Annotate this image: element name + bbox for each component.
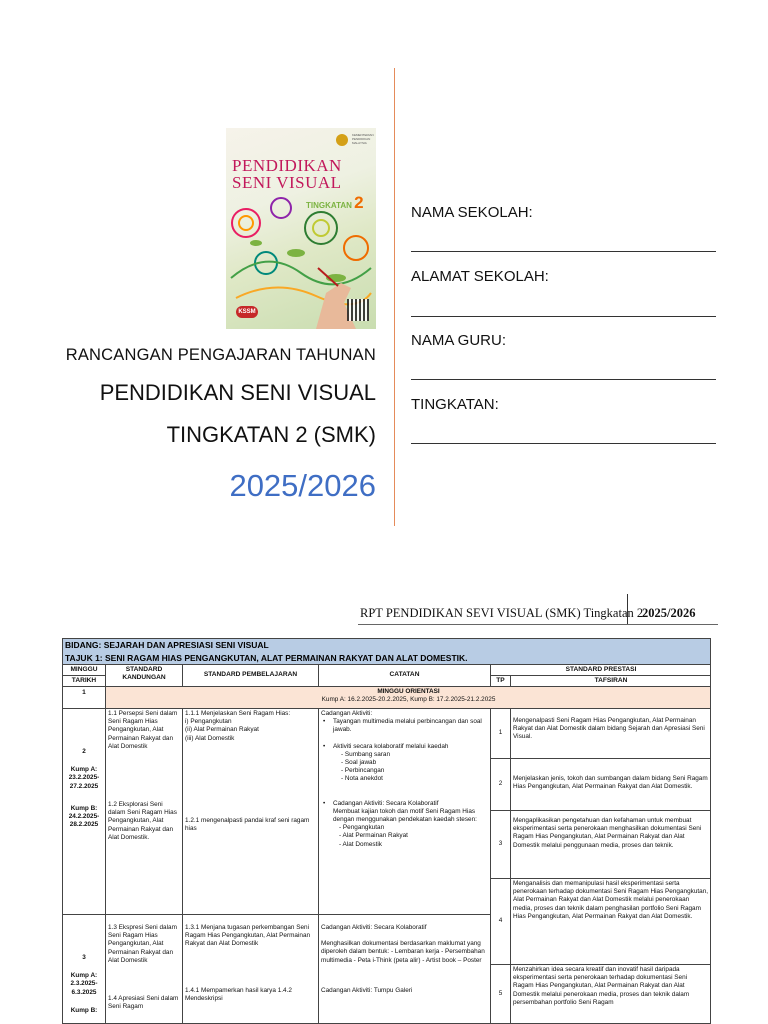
year-title: 2025/2026 <box>229 468 376 503</box>
qr-code-icon <box>347 299 369 321</box>
school-address-line[interactable] <box>411 316 716 317</box>
cat2-body: Membuat kajian tokoh dan motif Seni Ragam Hias dengan menggunakan pendekatan kaedah stesen: <box>333 807 477 824</box>
tajuk-row: TAJUK 1: SENI RAGAM HIAS PENGANGKUTAN, ALAT PERMAINAN RAKYAT DAN ALAT DOMESTIK. <box>63 652 710 665</box>
rpt-label: RANCANGAN PENGAJARAN TAHUNAN <box>65 346 376 364</box>
sk-1-3: 1.3 Ekspresi Seni dalam Seni Ragam Hias Pengangkutan, Alat Permainan Rakyat dan Alat Domestik <box>108 924 177 964</box>
teacher-name-line[interactable] <box>411 379 716 380</box>
sp-1-2-1: 1.2.1 mengenalpasti pandai kraf seni ragam hias <box>185 816 310 833</box>
week2-kumpb-dates: 24.2.2025-28.2.2025 <box>68 813 100 829</box>
header-tp: TP <box>491 676 511 687</box>
cat2-title: Cadangan Aktiviti: Secara Kolaboratif <box>333 799 439 807</box>
header-standard-kandungan: STANDARD KANDUNGAN <box>106 665 183 687</box>
week3-sp <box>183 915 319 1024</box>
school-name-line[interactable] <box>411 251 716 252</box>
book-title-line1: PENDIDIKAN <box>232 156 342 175</box>
cat2-item3: - Alat Domestik <box>339 840 382 848</box>
week3-number: 3 <box>82 954 86 961</box>
cat1-b3: - Perbincangan <box>341 767 385 775</box>
book-grade: TINGKATAN 2 <box>306 193 364 212</box>
cat1-b2: - Soal jawab <box>341 759 377 767</box>
header-catatan: CATATAN <box>319 665 491 687</box>
week3-sk <box>106 915 183 1024</box>
tp-2: 2 <box>491 759 511 811</box>
school-address-label: ALAMAT SEKOLAH: <box>411 268 549 285</box>
tp-5: 5 <box>491 965 511 1024</box>
sp-1-1-1-iii: (iii) Alat Domestik <box>185 734 235 742</box>
week2-kumpb-label: Kump B: <box>70 804 98 812</box>
tp-1: 1 <box>491 709 511 759</box>
header-tafsiran: TAFSIRAN <box>511 676 711 687</box>
week3-kumpa-label: Kump A: <box>70 972 98 980</box>
week2-number: 2 <box>82 748 86 755</box>
textbook-cover-image <box>226 128 376 329</box>
tafsiran-2: Menjelaskan jenis, tokoh dan sumbangan dalam bidang Seni Ragam Hias Pengangkutan, Alat Permainan Rakyat dan Alat Domestik. <box>511 759 711 811</box>
cat1-b1: - Sumbang saran <box>341 750 391 758</box>
ministry-crest-icon <box>336 134 348 146</box>
week2-catatan <box>319 709 491 915</box>
orientation-week: 1 <box>63 687 106 709</box>
orientation-title: MINGGU ORIENTASI <box>377 688 440 695</box>
tafsiran-1: Mengenalpasti Seni Ragam Hias Pengangkutan, Alat Permainan Rakyat dan Alat Domestik dalam bidang Sejarah dan Apresiasi Seni Visual. <box>511 709 711 759</box>
grade-title: TINGKATAN 2 (SMK) <box>166 422 376 447</box>
week2-kumpa-label: Kump A: <box>70 766 98 774</box>
header-minggu: MINGGU <box>63 665 106 676</box>
running-year: 2025/2026 <box>642 606 696 620</box>
form-label: TINGKATAN: <box>411 396 499 413</box>
cat2-item1: - Pengangkutan <box>339 824 385 832</box>
book-title-line2: SENI VISUAL <box>232 173 342 192</box>
header-rule <box>358 624 718 625</box>
cat1-bullet-a: • Tayangan multimedia melalui perbincangan dan soal jawab. <box>323 718 482 734</box>
tafsiran-5: Menzahirkan idea secara kreatif dan inovatif hasil daripada eksperimentasi serta penerokaan terhadap dokumentasi Seni Ragam Hias Pengangkutan, Alat Permainan Rakyat dan Alat Domestik melalui penerokaan media, proses dan teknik dalam persembahan portfolio Seni Ragam <box>511 965 711 1024</box>
cover-divider <box>394 68 395 526</box>
sp-1-1-1: 1.1.1 Menjelaskan Seni Ragam Hias: <box>185 710 291 717</box>
tp-4: 4 <box>491 879 511 965</box>
cat1-b4: - Nota anekdot <box>341 775 383 783</box>
week2-sp <box>183 709 319 915</box>
sp-1-1-1-i: i) Pengangkutan <box>185 718 232 726</box>
sp-1-4-1: 1.4.1 Mempamerkan hasil karya 1.4.2 Mendeskripsi <box>185 986 292 1002</box>
sk-1-2: 1.2 Eksplorasi Seni dalam Seni Ragam Hias Pengangkutan, Alat Permainan Rakyat dan Alat Domestik. <box>108 801 177 841</box>
book-ministry-text: KEMENTERIAN PENDIDIKAN MALAYSIA <box>352 133 374 145</box>
week3-cell <box>63 915 106 1024</box>
bidang-row: BIDANG: SEJARAH DAN APRESIASI SENI VISUAL <box>63 639 710 652</box>
week3-kumpb-label: Kump B: <box>70 1006 98 1014</box>
kssm-badge: KSSM <box>236 306 258 318</box>
bullet-icon: • <box>323 718 326 726</box>
subject-title: PENDIDIKAN SENI VISUAL <box>99 380 376 405</box>
bullet-icon: • <box>323 742 326 750</box>
bullet-icon: • <box>323 799 326 807</box>
orientation-dates: Kump A: 16.2.2025-20.2.2025, Kump B: 17.2.2025-21.2.2025 <box>321 696 496 704</box>
cat1-bullet-b: • Aktiviti secara kolaboratif melalui kaedah <box>323 742 449 750</box>
sp-1-3-1: 1.3.1 Menjana tugasan perkembangan Seni Ragam Hias Pengangkutan, Alat Permainan Rakyat dan Alat Domestik <box>185 924 311 948</box>
orientation-row <box>106 687 711 709</box>
sk-1-4: 1.4 Apresiasi Seni dalam Seni Ragam <box>108 995 179 1011</box>
week2-kumpa-dates: 23.2.2025-27.2.2025 <box>68 774 100 790</box>
sk-1-1: 1.1 Persepsi Seni dalam Seni Ragam Hias Pengangkutan, Alat Permainan Rakyat dan Alat Domestik <box>108 710 178 750</box>
form-line[interactable] <box>411 443 716 444</box>
teacher-name-label: NAMA GURU: <box>411 332 507 349</box>
week2-cell <box>63 709 106 915</box>
cat3-body: Menghasilkan dokumentasi berdasarkan maklumat yang diperoleh dalam bentuk: - Lembaran kerja - Persembahan multimedia - Peta i-Think (peta alir) - Artist book – Poster <box>321 940 485 964</box>
header-tarikh: TARIKH <box>63 676 106 687</box>
tp-3: 3 <box>491 811 511 879</box>
week3-kumpa-dates: 2.3.2025-6.3.2025 <box>70 980 98 996</box>
cat3-title: Cadangan Aktiviti: Secara Kolaboratif <box>321 924 427 931</box>
school-name-label: NAMA SEKOLAH: <box>411 204 533 221</box>
sp-1-1-1-ii: (ii) Alat Permainan Rakyat <box>185 726 259 734</box>
tafsiran-4: Menganalisis dan memanipulasi hasil eksperimentasi serta penerokaan terhadap dokumentasi Seni Ragam Hias Pengangkutan, Alat Permainan Rakyat dan Alat Domestik melalui penerokaan media, proses dan teknik dalam penghasilan portfolio Seni Ragam Hias Pengangkutan, Alat Permainan Rakyat dan Alat Domestik. <box>511 879 711 965</box>
cat2-item2: - Alat Permainan Rakyat <box>339 832 408 840</box>
running-head: RPT PENDIDIKAN SEVI VISUAL (SMK) Tingkatan 2 <box>360 606 644 620</box>
tafsiran-3: Mengaplikasikan pengetahuan dan kefahaman untuk membuat eksperimentasi serta penerokaan menghasilkan dokumentasi Seni Ragam Hias Pengangkutan, Alat Permainan Rakyat dan Alat Domestik melalui penggunaan media, proses dan teknik. <box>511 811 711 879</box>
header-standard-prestasi: STANDARD PRESTASI <box>491 665 711 676</box>
cat1-title: Cadangan Aktiviti: <box>321 710 373 717</box>
week2-sk <box>106 709 183 915</box>
cat2-block <box>321 800 488 849</box>
week3-catatan <box>319 915 491 1024</box>
rpt-table <box>62 638 711 1024</box>
cat4-title: Cadangan Aktiviti: Tumpu Galeri <box>321 986 413 994</box>
header-standard-pembelajaran: STANDARD PEMBELAJARAN <box>183 665 319 687</box>
